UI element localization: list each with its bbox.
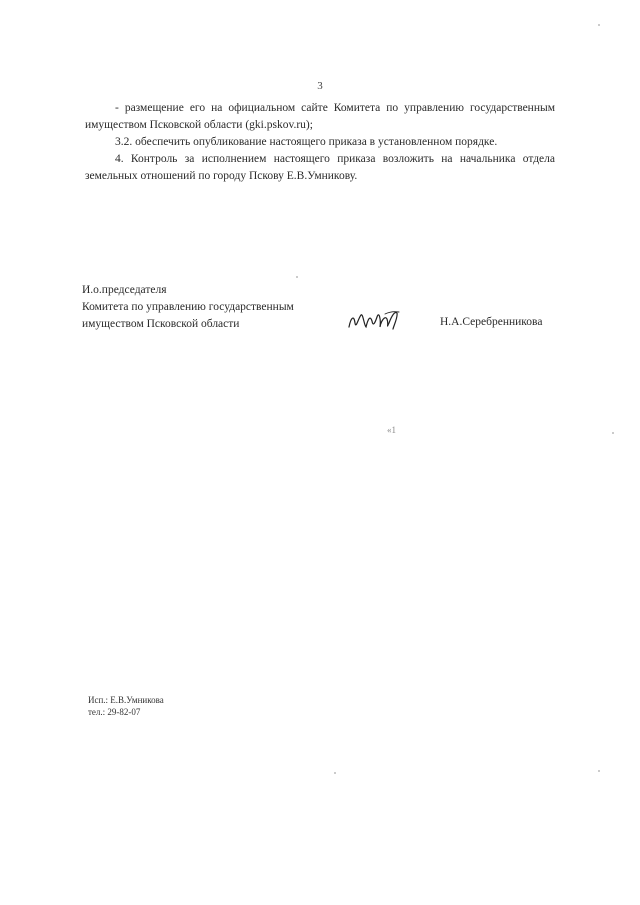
executor-name: Исп.: Е.В.Умникова [88, 695, 164, 705]
paragraph-control: 4. Контроль за исполнением настоящего приказа возложить на начальника отдела земельных отношений по городу Пскову Е.В.Умникову. [85, 153, 555, 182]
stray-mark: «1 [387, 425, 396, 435]
executor-info [88, 694, 164, 718]
scan-speck [598, 770, 600, 772]
paragraph-website-publication: - размещение его на официальном сайте Комитета по управлению государственным имуществом Псковской области (gki.pskov.ru); [85, 102, 555, 131]
signatory-title-block [82, 282, 342, 333]
handwritten-signature [345, 305, 405, 335]
scan-speck [296, 276, 298, 278]
executor-phone: тел.: 29-82-07 [88, 707, 141, 717]
signer-name: Н.А.Серебренникова [440, 316, 543, 328]
scan-speck [598, 24, 600, 26]
paragraph-publication-order: 3.2. обеспечить опубликование настоящего приказа в установленном порядке. [115, 136, 498, 148]
signatory-title-line-3: имуществом Псковской области [82, 318, 240, 330]
page-number: 3 [317, 80, 323, 92]
signatory-title-line-2: Комитета по управлению государственным [82, 301, 294, 313]
scan-speck [612, 432, 614, 434]
order-body-text [85, 100, 555, 185]
scan-speck [334, 772, 336, 774]
signatory-title-line-1: И.о.председателя [82, 284, 167, 296]
